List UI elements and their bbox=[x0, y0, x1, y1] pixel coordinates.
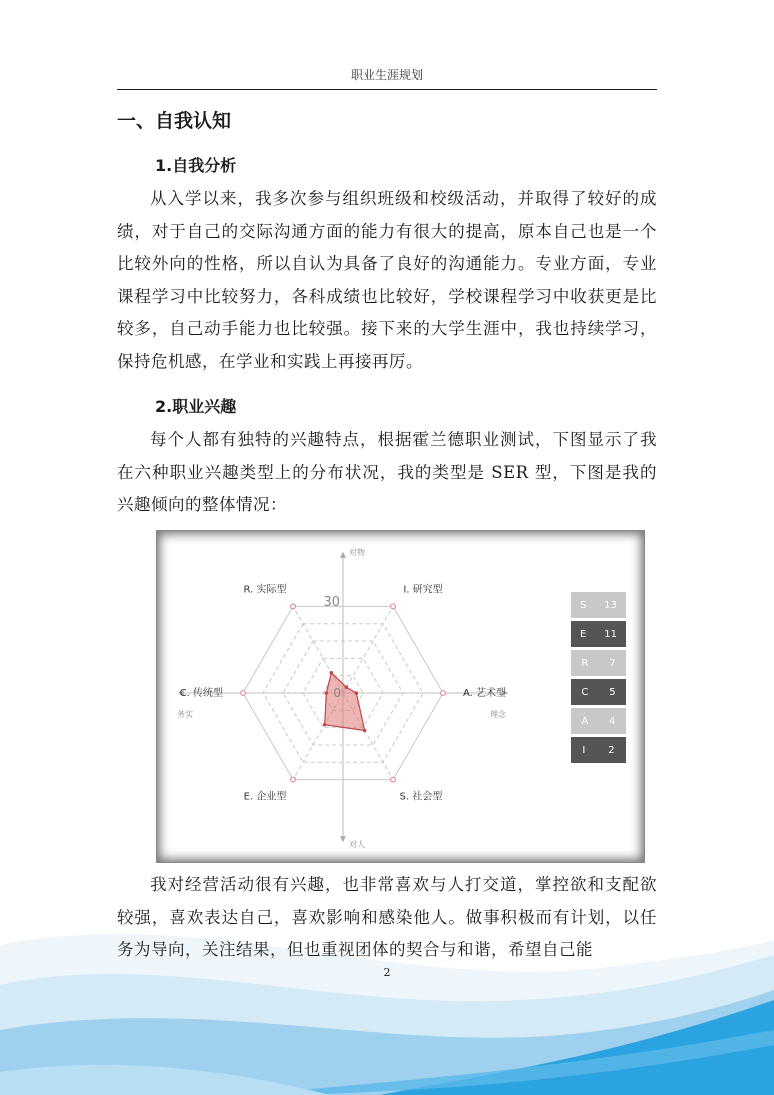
axis-label-right: 理念 bbox=[490, 710, 506, 719]
legend-row bbox=[571, 708, 626, 734]
radar-vertex-marker bbox=[291, 777, 296, 782]
radar-category-label: R. 实际型 bbox=[243, 584, 287, 596]
legend-code: S bbox=[579, 599, 587, 611]
radar-category-label: C. 传统型 bbox=[179, 688, 223, 699]
section-heading: 一、自我认知 bbox=[117, 110, 232, 132]
header-divider bbox=[117, 89, 657, 90]
scale-label-max: 30 bbox=[323, 595, 340, 610]
score-legend bbox=[571, 592, 626, 766]
legend-value: 2 bbox=[608, 744, 615, 756]
radar-vertex-marker bbox=[391, 777, 396, 782]
radar-vertex-marker bbox=[441, 691, 446, 696]
legend-row bbox=[571, 621, 626, 647]
radar-data-point bbox=[345, 685, 349, 689]
subsection-heading-career-interest: 2.职业兴趣 bbox=[155, 397, 237, 416]
legend-value: 7 bbox=[609, 657, 616, 669]
legend-value: 5 bbox=[609, 686, 616, 698]
legend-code: I bbox=[582, 744, 586, 756]
radar-data-point bbox=[355, 691, 359, 695]
radar-category-label: A. 艺术型 bbox=[463, 688, 507, 699]
radar-vertex-marker bbox=[241, 691, 246, 696]
legend-value: 4 bbox=[609, 715, 616, 727]
radar-data-point bbox=[363, 729, 367, 733]
main-content bbox=[117, 96, 657, 522]
legend-row bbox=[571, 650, 626, 676]
radar-spoke bbox=[343, 606, 393, 693]
radar-vertex-marker bbox=[391, 604, 396, 609]
legend-value: 13 bbox=[604, 599, 618, 611]
interest-description-paragraph: 我对经营活动很有兴趣，也非常喜欢与人打交道，掌控欲和支配欲较强，喜欢表达自己，喜欢影响和感染他人。做事积极而有计划，以任务为导向，关注结果，但也重视团体的契合与和谐，希望自己能 bbox=[117, 875, 657, 959]
radar-data-point bbox=[325, 691, 329, 695]
axis-label-top: 对物 bbox=[349, 548, 365, 557]
legend-code: C bbox=[581, 686, 589, 698]
legend-value: 11 bbox=[604, 628, 618, 640]
radar-data-point bbox=[323, 723, 327, 727]
radar-data-area bbox=[325, 673, 365, 731]
legend-code: A bbox=[581, 715, 589, 727]
holland-radar-figure bbox=[157, 531, 644, 862]
career-interest-paragraph: 每个人都有独特的兴趣特点，根据霍兰德职业测试，下图显示了我在六种职业兴趣类型上的分布状况，我的类型是 SER 型，下图是我的兴趣倾向的整体情况： bbox=[117, 430, 657, 514]
radar-data-point bbox=[330, 671, 334, 675]
radar-category-label: E. 企业型 bbox=[243, 791, 287, 803]
radar-vertex-marker bbox=[291, 604, 296, 609]
radar-category-label: I. 研究型 bbox=[403, 584, 443, 596]
axis-label-left: 务实 bbox=[177, 710, 193, 719]
legend-code: R bbox=[581, 657, 589, 669]
radar-category-label: S. 社会型 bbox=[399, 791, 443, 803]
legend-row bbox=[571, 737, 626, 763]
legend-row bbox=[571, 679, 626, 705]
running-header-title: 职业生涯规划 bbox=[350, 68, 423, 82]
page-number: 2 bbox=[383, 966, 391, 979]
legend-code: E bbox=[579, 628, 587, 640]
legend-row bbox=[571, 592, 626, 618]
self-analysis-paragraph: 从入学以来，我多次参与组织班级和校级活动，并取得了较好的成绩，对于自己的交际沟通方面的能力有很大的提高，原本自己也是一个比较外向的性格，所以自认为具备了良好的沟通能力。专业方面，专业课程学习中比较努力，各科成绩也比较好，学校课程学习中收获更是比较多，自己动手能力也比较强。接下来的大学生涯中，我也持续学习，保持危机感，在学业和实践上再接再厉。 bbox=[117, 189, 657, 371]
scale-label-min: 0 bbox=[333, 686, 341, 700]
subsection-heading-self-analysis: 1.自我分析 bbox=[155, 156, 237, 175]
interest-description bbox=[117, 869, 657, 967]
axis-label-bottom: 对人 bbox=[349, 840, 365, 849]
